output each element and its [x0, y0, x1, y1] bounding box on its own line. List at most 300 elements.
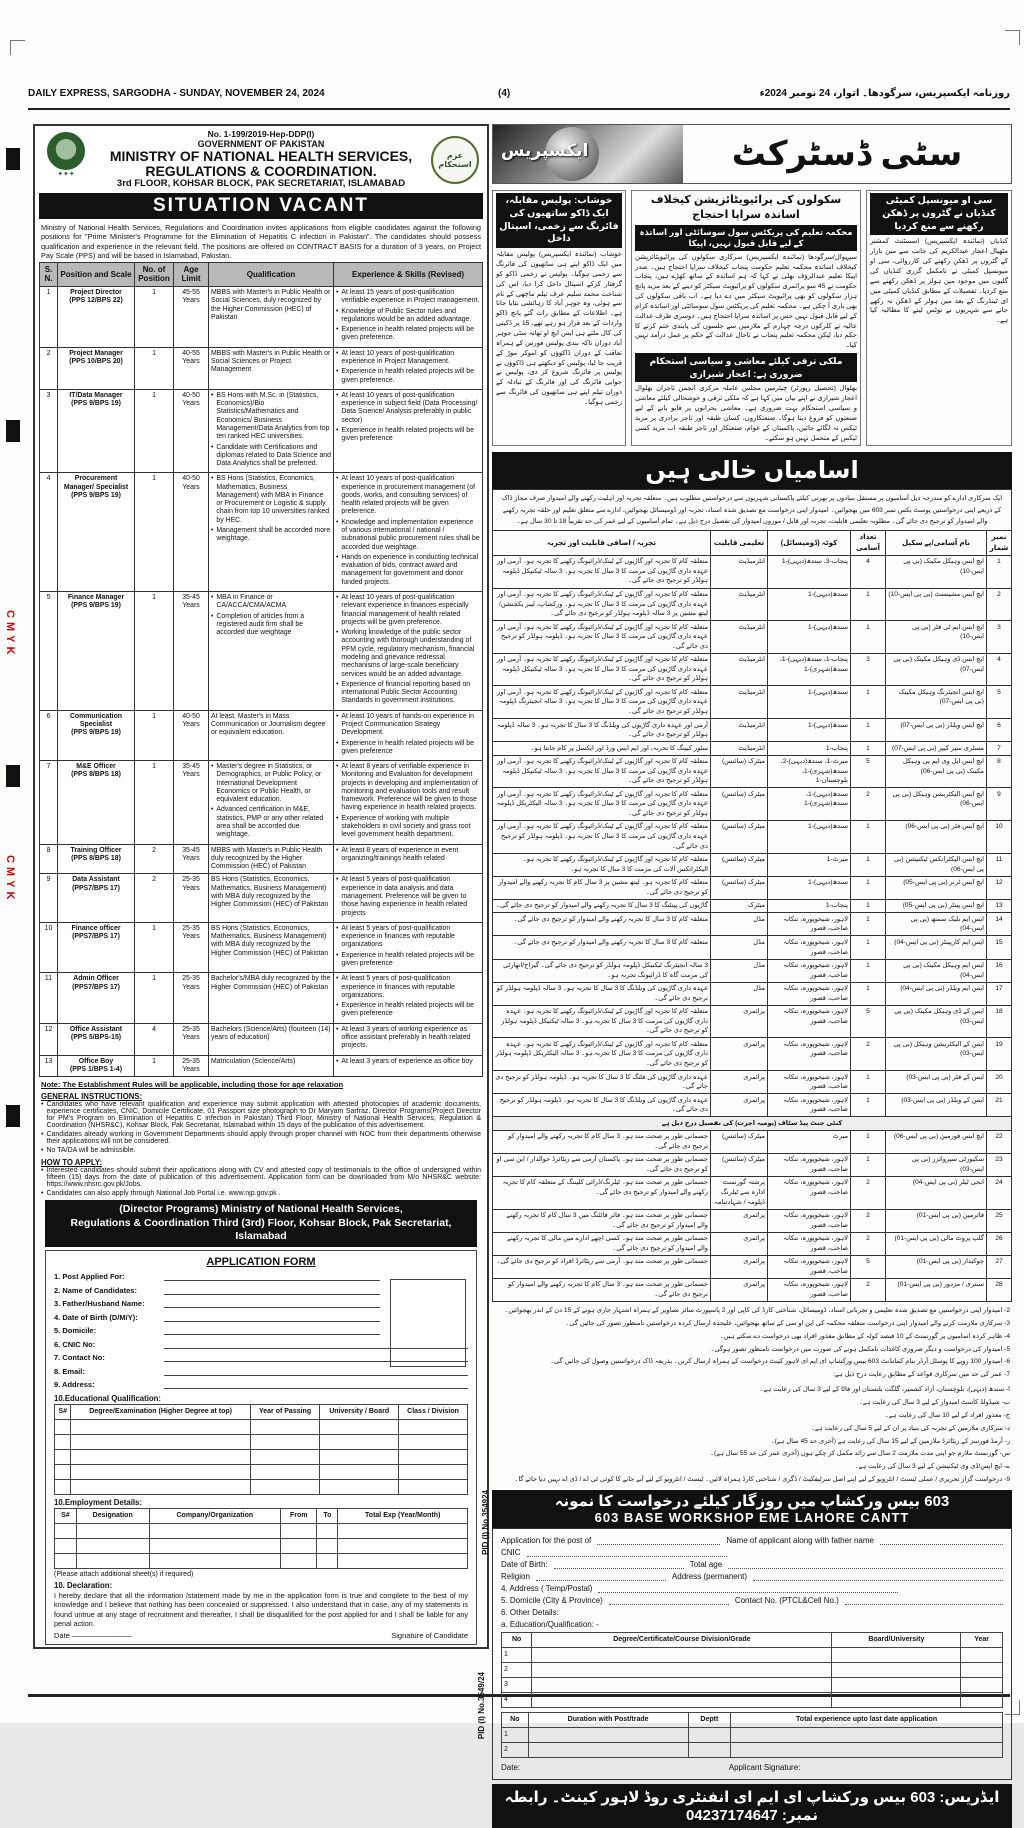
bullet-item: • Experience in health related projects will be given preference: [336, 1002, 480, 1019]
workshop-banner-urdu: 603 بیس ورکشاپ میں روزگار کیلئے درخواست کا نمونہ: [554, 1492, 950, 1510]
bullet-item: • At least 10 years of post-qualification experience in Project Management.: [336, 350, 480, 367]
declaration-title: 10. Declaration:: [54, 1580, 113, 1590]
urdu-job-post: ایس کے ڈی وہیکل مکینک (بی پی ایس-03): [886, 1005, 987, 1038]
blank-row: [502, 1727, 1003, 1742]
reference-number: No. 1-199/2019-Hep-DDP(I): [207, 129, 315, 139]
position-row: [40, 844, 483, 874]
position-age: 35-45 Years: [174, 761, 209, 845]
urdu-note-line: 2- امیدوار اپنی درخواستیں مع تصدیق شدہ تعلیمی و تجرباتی اسناد، ڈومیسائل، شناختی کارڈ کی کاپی اور 2 پاسپورٹ سائز تصاویر کے ہمراہ اشتہار جاری ہونے کے 15 دن کے اندر بھجوائیں۔: [504, 1306, 1010, 1314]
position-title: Project Director: [70, 289, 122, 296]
urdu-job-row: [493, 653, 1012, 686]
table-col-header: Year: [961, 1632, 1003, 1647]
news2-subheadline: محکمہ تعلیم کی پریکٹس سول سوسائٹی اور اساتذہ کے لیے قابل قبول نہیں، اپیکا: [635, 225, 857, 251]
blank-cell: [532, 1662, 832, 1677]
form-field-line: [164, 1286, 380, 1295]
position-experience: [334, 592, 483, 711]
position-row: [40, 761, 483, 845]
blank-cell: [250, 1434, 319, 1449]
blank-row: [502, 1692, 1003, 1707]
urdu-job-domicile: لاہور، شیخوپورہ، ننکانہ صاحب، قصور: [768, 959, 851, 982]
position-qualification: Matriculation (Science/Arts): [209, 1055, 334, 1077]
header-rule: [28, 108, 1010, 110]
position-row: [40, 389, 483, 473]
crop-mark-top-right: [1005, 30, 1020, 45]
employment-table: [54, 1508, 468, 1569]
urdu-job-post: ایچ ایس مشینسٹ (بی پی ایس-10): [886, 588, 987, 621]
urdu-job-post: ایچ ایس الیکٹریشن وہیکل (بی پی ایس-06): [886, 788, 987, 821]
blank-cell: [320, 1449, 399, 1464]
pid-number-left: PID (I) No.354924: [481, 1489, 490, 1555]
urdu-job-post: ایچ ایس ٹرنر (بی پی ایس-05): [886, 876, 987, 899]
blank-cell: [399, 1419, 468, 1434]
urdu-job-number: 13: [987, 899, 1012, 913]
urdu-job-qualification: میٹرک (سائنس): [711, 853, 768, 876]
urdu-job-qualification: پرائمری: [711, 1071, 768, 1094]
urdu-job-row: [493, 1176, 1012, 1209]
form-field-label: 6. CNIC No:: [54, 1339, 96, 1349]
form-field-label: 4. Date of Birth (D/M/Y):: [54, 1312, 138, 1322]
blank-cell: 2: [502, 1662, 532, 1677]
bullet-item: • Experience of financial reporting based on international Public Sector Accounting Standards in government institutions.: [336, 681, 480, 706]
blank-row: [502, 1662, 1003, 1677]
blank-cell: [317, 1553, 338, 1568]
position-experience: [334, 844, 483, 874]
bullet-item: • Experience in health related projects will be given preference.: [336, 326, 480, 343]
blank-cell: [320, 1479, 399, 1494]
position-title: Office Boy: [78, 1057, 114, 1065]
urdu-job-count: 1: [851, 853, 886, 876]
table-col-header: No: [502, 1712, 529, 1727]
bullet-item: • Experience in health related projects will be given preference: [336, 427, 480, 444]
urdu-note-line: 6- امیدوار 100 روپے کا پوسٹل آرڈر بنام کمانڈنٹ 603 بیس ورکشاپ ای ایم ای لاہور کینٹ درخواست کے ہمراہ ارسال کریں۔ بذریعہ ڈاک درخواستیں وصول کی جائیں گی۔: [550, 1358, 1010, 1366]
urdu-job-number: 11: [987, 853, 1012, 876]
urdu-job-count: 1: [851, 1130, 886, 1153]
bullet-item: • BS Hons with M.Sc. in (Statistics, Economics)/Bio Statistics/Mathematics and Economics/ Business Management/Data Analytics from top ten ranked HEC universities.: [211, 392, 331, 442]
news-columns: [492, 190, 1012, 446]
urdu-jobs-table: [492, 530, 1012, 1302]
blank-row: [55, 1538, 468, 1553]
workshop-banner: [492, 1490, 1012, 1528]
urdu-job-experience: عہدہ داری گاڑیوں کی ویلڈنگ کا 3 سال کا تجربہ ہو۔ ڈپلومہ ہولڈر کو ترجیح دی جائے گی۔: [493, 1094, 711, 1117]
position-scale: (PPS 10/BPS 20): [69, 357, 123, 365]
position-count: 2: [135, 844, 174, 874]
position-title: Training Officer: [70, 846, 122, 854]
urdu-job-experience: جسمانی طور پر صحت مند ہو۔ آرمی سے ریٹائرڈ افراد کو ترجیح دی جائے گی۔: [493, 1255, 711, 1278]
black-box-headline: ملکی ترقی کیلئے معاشی و سیاسی استحکام ضروری ہے: اعجاز شیرازی: [635, 353, 857, 382]
urdu-job-qualification: میٹرک (سائنس): [711, 1153, 768, 1176]
table-col-header: No: [502, 1632, 532, 1647]
urdu-job-count: 1: [851, 1094, 886, 1117]
urdu-job-row: [493, 742, 1012, 756]
urdu-job-row: [493, 1255, 1012, 1278]
blank-cell: [399, 1434, 468, 1449]
blank-cell: [399, 1479, 468, 1494]
table-header-row: [55, 1404, 468, 1419]
urdu-job-number: 3: [987, 621, 1012, 654]
urdu-job-number: 10: [987, 820, 1012, 853]
how-to-apply-item: • Candidates can also apply through National Job Portal i.e. www.njp.gov.pk .: [41, 1190, 481, 1197]
urdu-job-number: 22: [987, 1130, 1012, 1153]
bullet-item: • Experience in health related projects will be given preference: [336, 952, 480, 969]
position-experience: [334, 287, 483, 348]
table-col-header: Deptt: [688, 1712, 731, 1727]
wf-education-label: a. Education/Qualification: -: [501, 1619, 599, 1629]
position-scale: (PPS7/BPS 17): [72, 933, 120, 941]
position-sn: 10: [40, 922, 58, 972]
urdu-job-experience: جسمانی طور پر صحت مند ہو۔ فائر فائٹنگ میں 3 سال کام کا تجربہ رکھنے والے امیدوار کو ترجیح دی جائے گی۔: [493, 1209, 711, 1232]
blank-cell: [688, 1727, 731, 1742]
urdu-job-post: ایچ ایس فٹر (بی پی ایس-06): [886, 820, 987, 853]
position-qualification: Bachelor's/MBA duly recognized by the Higher Commission (HEC) of Pakistan: [209, 973, 334, 1023]
positions-col-header: Age Limit: [174, 262, 209, 286]
general-instruction: • No TA/DA will be admissible.: [41, 1147, 481, 1154]
urdu-job-count: 1: [851, 1071, 886, 1094]
urdu-job-qualification: میٹرک (سائنس): [711, 788, 768, 821]
blank-cell: [149, 1523, 281, 1538]
blank-cell: [55, 1523, 77, 1538]
position-qualification: MBBS with Master's in Public Health or Social Sciences or Project Management: [209, 347, 334, 389]
urdu-job-row: [493, 959, 1012, 982]
blank-cell: [399, 1449, 468, 1464]
urdu-job-qualification: میٹرک (سائنس): [711, 876, 768, 899]
position-name: [58, 710, 135, 760]
position-count: 4: [135, 1023, 174, 1055]
blank-cell: [338, 1538, 468, 1553]
age-relaxation-line: ے- ایچ ایس/ڈی وی ٹیکنیشن کے لیے 3 سال کی رعایت ہے۔: [854, 1463, 1010, 1471]
bullet-item: • Experience of working with multiple stakeholders in civil society and grass root level government health department.: [336, 815, 480, 840]
urdu-job-domicile: پنجاب-1، سندھ(دیہی)-1، سندھ(شہری)-1: [768, 653, 851, 686]
urdu-job-post: ایس کے ویلڈر (بی پی ایس-03): [886, 1094, 987, 1117]
bullet-item: • Advanced certification in M&E, statistics, PMP or any other related area shall be accorded due weightage.: [211, 806, 331, 839]
bullet-item: • At least 8 years of verifiable experience in Monitoring and Evaluation for development projects in developing and implementation of monitoring and evaluation tools and result framework. Preference will be given to those having experience in health related projects.: [336, 763, 480, 813]
position-scale: (PPS 8/BPS 18): [71, 771, 121, 779]
wf-domicile-label: 5. Domicile (City & Province): [501, 1595, 603, 1605]
position-title: Admin Officer: [73, 975, 119, 983]
position-age: 40-50 Years: [174, 473, 209, 592]
urdu-job-number: 12: [987, 876, 1012, 899]
urdu-job-experience: متعلقہ کام کا 3 سال کا تجربہ رکھنے والے امیدوار کو ترجیح دی جائے گی۔: [493, 936, 711, 959]
urdu-job-row: [493, 899, 1012, 913]
urdu-job-number: 25: [987, 1209, 1012, 1232]
nhsr-advert-header: [35, 126, 487, 191]
urdu-job-domicile: لاہور، شیخوپورہ، ننکانہ صاحب، قصور: [768, 1094, 851, 1117]
blank-cell: [731, 1727, 1003, 1742]
application-form: [45, 1250, 490, 1645]
news1-body: کنڈیاں (نمائندہ ایکسپریس) اسسٹنٹ کمشنر مٹھیال اعجاز عبدالکریم کی جانب سے مین بازار کے گٹروں پر ڈھکن رکھنے کی کارروائی، سی او میونسپل کمیٹی نے نامکمل گزری کنڈیاں کی گلیوں میں موجود مین ہولز پر ڈھکن رکھنے سے منع کردیا۔ تفصیلات کے مطابق کنڈیاں کمیٹی میں ای ٹینڈرنگ کے بعد مین ہولز کے ڈھکن نہ رکھے جانے سے شہریوں نے نوٹس لینے کا مطالبہ کیا ہے۔: [870, 238, 1008, 325]
wf-cnic-label: CNIC: [501, 1547, 521, 1557]
position-scale: (PPS 9/BPS 19): [71, 491, 121, 499]
urdu-job-domicile: لاہور، شیخوپورہ، ننکانہ صاحب، قصور: [768, 1005, 851, 1038]
urdu-job-row: [493, 1278, 1012, 1301]
position-title: Office Assistant: [69, 1025, 123, 1033]
table-col-header: University / Board: [320, 1404, 399, 1419]
urdu-job-count: 2: [851, 1278, 886, 1301]
general-instructions-title: GENERAL INSTRUCTIONS:: [41, 1092, 143, 1102]
urdu-job-number: 28: [987, 1278, 1012, 1301]
city-district-masthead: [492, 124, 1012, 184]
urdu-job-domicile: لاہور، شیخوپورہ، ننکانہ صاحب، قصور: [768, 1153, 851, 1176]
urdu-job-experience: متعلقہ کام کا تجربہ اور گاڑیوں کے ٹینک/ڈرائیونگ رکھنے کا تجربہ ہو۔ عہدہ داری گاڑیوں کی مرمت کا 3 سال کا تجربہ ہو۔ 3 سالہ ٹیکنیکل ڈپلومہ ہولڈر کو ترجیح دی جائے گی۔: [493, 1005, 711, 1038]
wf-date-label: Date:: [501, 1762, 521, 1772]
situation-vacant-banner: SITUATION VACANT: [39, 193, 483, 219]
pid-number-right: PID (I) No.3549/24: [477, 1671, 486, 1739]
position-name: [58, 844, 135, 874]
position-sn: 7: [40, 761, 58, 845]
urdu-job-count: 1: [851, 876, 886, 899]
urdu-job-qualification: پرائمری: [711, 1255, 768, 1278]
urdu-job-number: 4: [987, 653, 1012, 686]
urdu-job-qualification: میٹرک: [711, 899, 768, 913]
urdu-job-count: 2: [851, 1176, 886, 1209]
position-name: [58, 874, 135, 922]
blank-cell: [688, 1742, 731, 1757]
blank-cell: [250, 1449, 319, 1464]
urdu-job-post: مسٹری سپر کیپر (بی پی ایس-07): [886, 742, 987, 756]
urdu-job-domicile: لاہور، شیخوپورہ، ننکانہ صاحب، قصور: [768, 1278, 851, 1301]
position-scale: (PPS 9/BPS 19): [71, 602, 121, 610]
blank-cell: [832, 1662, 961, 1677]
registration-square: [6, 148, 20, 170]
age-relaxation-line: 9- درخواست گزار تحریری / عملی ٹیسٹ / انٹرویو کے لیے اپنے اصل سرٹیفکیٹ / ڈگری / شناختی کارڈ ہمراہ لائیں۔ ٹیسٹ / انٹرویو کے لیے آنے جانے کا کوئی ٹی اے / ڈی اے نہیں دیا جائے گا۔: [514, 1476, 1010, 1484]
position-qualification: At least, Master's in Mass Communication or Journalism degree or equivalent education.: [209, 710, 334, 760]
general-instructions-list: [35, 1101, 487, 1154]
urdu-job-count: 1: [851, 742, 886, 756]
position-sn: 3: [40, 389, 58, 473]
position-sn: 11: [40, 973, 58, 1023]
position-row: [40, 922, 483, 972]
form-field-label: 7. Contact No:: [54, 1353, 105, 1363]
advert-intro: Ministry of National Health Services, Regulations and Coordination invites applications from eligible candidates against the following positions for "Prime Minister's Programme for the Elimination of Hepatitis C infection in Pakistan". The candidates should possess qualification and experience in the relevant field. The positions are offered on CONTRACT BASIS for a duration of 3 years, on Project Pay Scale (PPS) and will be based in Islamabad, Pakistan.: [41, 223, 481, 260]
position-age: 35-45 Years: [174, 592, 209, 711]
bullet-item: • Master's degree in Statistics, or Demographics, or Public Policy, or International Development Economics or Public Health, or equivalent education.: [211, 763, 331, 804]
urdu-job-experience: جسمانی طور پر صحت مند ہو۔ 3 سال کام کا تجربہ رکھنے والے امیدوار کو ترجیح دی جائے گی۔: [493, 1278, 711, 1301]
how-to-apply-title: HOW TO APPLY:: [41, 1158, 103, 1168]
position-title: M&E Officer: [76, 763, 116, 771]
urdu-job-qualification: میٹرک (سائنس): [711, 755, 768, 788]
education-table: [54, 1404, 468, 1495]
urdu-col-header: کوٹہ (ڈومیسائل): [768, 530, 851, 555]
age-relaxation-line: ا- سندھ (دیہی)، بلوچستان، آزاد کشمیر، گلگت بلتستان اور فاٹا کے لیے 3 سال کی رعایت ہے۔: [759, 1386, 1010, 1394]
urdu-job-row: [493, 686, 1012, 719]
position-count: 1: [135, 473, 174, 592]
form-field-row: [54, 1367, 468, 1376]
black-box-body: بھلوال (تحصیل رپورٹر) چیئرمین مجلس عاملہ مرکزی انجمن تاجران بھلوال اعجاز شیرازی نے اپنے بیان میں کہا ہے کہ ملکی ترقی و خوشحالی کیلئے معاشی و سیاسی استحکام بہت ضروری ہے۔ معاشی بحرانوں پر قابو پانے کے لیے صنعتوں کو فروغ دینا ہوگا۔ صنعتکاروں، کسان طبقہ اور تاجر برادری پر مزید ٹیکس نہ لگائے جائیں، پاکستان کے عوام، صنعتکار اور تاجر طبقہ اب مزید کسی ٹیکس کے متحمل نہیں ہو سکتے۔: [635, 385, 857, 442]
position-count: 2: [135, 874, 174, 922]
urdu-job-count: 1: [851, 1153, 886, 1176]
urdu-job-domicile: پنجاب-3، سندھ(دیہی)-1: [768, 555, 851, 588]
position-count: 1: [135, 761, 174, 845]
signature-label: Signature of Candidate: [391, 1631, 468, 1641]
urdu-job-row: [493, 982, 1012, 1005]
position-age: 35-45 Years: [174, 844, 209, 874]
position-qualification: [209, 473, 334, 592]
blank-cell: [961, 1647, 1003, 1662]
position-row: [40, 473, 483, 592]
urdu-job-domicile: سندھ(دیہی)-1: [768, 820, 851, 853]
position-sn: 1: [40, 287, 58, 348]
bullet-item: • At least 5 years of post-qualification experience in finances with reputable organizations.: [336, 975, 480, 1000]
urdu-col-header: نام آسامی/پے سکیل: [886, 530, 987, 555]
wf-address-temp-label: 4. Address ( Temp/Postal): [501, 1583, 593, 1593]
bullet-item: • At least 10 years of post-qualification relevant experience in finances especially financial management of health related projects will be given preference.: [336, 594, 480, 627]
workshop-address-strip: ایڈریس: 603 بیس ورکشاپ ای ایم ای انفنٹری روڈ لاہور کینٹ۔ رابطہ نمبر: 04237174647: [492, 1784, 1012, 1828]
blank-row: [55, 1553, 468, 1568]
news3-headline: خوشاب: پولیس مقابلہ، ایک ڈاکو ساتھیوں کی فائرنگ سے زخمی، اسپتال داخل: [496, 193, 622, 248]
blank-cell: [71, 1464, 250, 1479]
blank-cell: [71, 1449, 250, 1464]
urdu-job-count: 2: [851, 788, 886, 821]
news-article-schools: [631, 190, 861, 446]
position-count: 1: [135, 922, 174, 972]
urdu-job-post: ایچ ایس پینٹر (بی پی ایس-05): [886, 899, 987, 913]
positions-col-header: S. N.: [40, 262, 58, 286]
blank-cell: [281, 1538, 317, 1553]
urdu-job-domicile: میرٹ-1: [768, 853, 851, 876]
urdu-job-count: 3: [851, 653, 886, 686]
workshop-education-table: [501, 1632, 1003, 1708]
blank-row: [55, 1419, 468, 1434]
attach-note: (Please attach additional sheet(s) if required): [54, 1570, 194, 1578]
urdu-job-post: ایچ ایس الیکٹرانکس ٹیکنیشن (بی پی ایس-06): [886, 853, 987, 876]
bullet-item: • Management shall be accorded more weightage.: [211, 527, 331, 544]
blank-cell: [528, 1727, 688, 1742]
position-age: 45-55 Years: [174, 287, 209, 348]
urdu-job-domicile: لاہور، شیخوپورہ، ننکانہ صاحب، قصور: [768, 1176, 851, 1209]
position-sn: 6: [40, 710, 58, 760]
urdu-job-qualification: پرائمری: [711, 1209, 768, 1232]
blank-cell: 1: [502, 1727, 529, 1742]
table-col-header: Class / Division: [399, 1404, 468, 1419]
employment-details-title: 10.Employment Details:: [54, 1497, 142, 1507]
blank-cell: [55, 1479, 71, 1494]
urdu-job-number: 24: [987, 1176, 1012, 1209]
age-relaxation-line: ر- آرمڈ فورسز کے ریٹائرڈ ملازمین کے لیے 15 سال کی رعایت ہے (آخری حد 45 سال ہے)۔: [770, 1437, 1010, 1445]
table-col-header: Designation: [76, 1508, 149, 1523]
blank-cell: 2: [502, 1742, 529, 1757]
urdu-section-row: [493, 1117, 1012, 1131]
position-qualification: [209, 761, 334, 845]
news3-body: خوشاب (نمائندہ ایکسپریس) پولیس مقابلہ میں ایک ڈاکو اپنے ہی ساتھیوں کی فائرنگ سے زخمی ہوگیا۔ پولیس نے زخمی ڈاکو کو گرفتار کرکے اسپتال داخل کرا دیا، اس کی شناخت محمد سلیم عرف تیلم ماچھی کے نام سے ہوئی، وہ جوہر آباد کا رہائشی بتایا جاتا ہے۔ اطلاعات کے مطابق رات گئے پانچ ڈاکو واردات کے بعد فرار ہو رہے تھے، 15 پر ڈکیتی کی کال ملتے ہی ایس ایچ او تھانہ سٹی جوہر آباد دوران ناکہ بندی پولیس فورس کے ہمراہ تعاقب کے دوران ڈاکوؤں کو اموکر موڑ کے قریب جا لیا، پولیس کو دیکھتے ہی ڈاکوؤں نے پولیس پر فائرنگ شروع کر دی، پولیس نے جوابی فائرنگ کی اور فائرنگ کے تبادلہ کے دوران تیلم اپنے ہی ساتھیوں کی فائرنگ سے زخمی ہوگیا۔: [496, 251, 623, 406]
urdu-job-number: 18: [987, 1005, 1012, 1038]
table-col-header: Duration with Post/trade: [528, 1712, 688, 1727]
urdu-job-row: [493, 1209, 1012, 1232]
workshop-experience-table: [501, 1712, 1003, 1758]
blank-cell: [832, 1677, 961, 1692]
position-title: Finance Manager: [67, 594, 125, 601]
date-label: Date ————————: [54, 1631, 132, 1641]
position-scale: (PPS7/BPS 17): [72, 983, 120, 991]
blank-cell: [731, 1742, 1003, 1757]
position-row: [40, 1023, 483, 1055]
positions-table-header: [40, 262, 483, 286]
blank-cell: [71, 1419, 250, 1434]
urdu-job-experience: سٹور کیپنگ کا تجربہ، اور ایم ایس ورڈ اور ایکسل پر کام جانتا ہو۔: [493, 742, 711, 756]
urdu-job-row: [493, 1005, 1012, 1038]
position-qualification: MBBS with Master's in Public Health or Social Sciences, duly recognized by the Higher Commission (HEC) of Pakistan: [209, 287, 334, 348]
urdu-job-domicile: لاہور، شیخوپورہ، ننکانہ صاحب، قصور: [768, 1071, 851, 1094]
blank-cell: [961, 1662, 1003, 1677]
urdu-job-experience: متعلقہ کام کا تجربہ ہو۔ لیتھ مشین پر 3 سال کام کا تجربہ رکھنے والے امیدوار کو ترجیح دی جائے گی۔: [493, 876, 711, 899]
urdu-job-row: [493, 913, 1012, 936]
urdu-job-domicile: لاہور، شیخوپورہ، ننکانہ صاحب، قصور: [768, 1255, 851, 1278]
blank-cell: [250, 1464, 319, 1479]
urdu-job-count: 5: [851, 755, 886, 788]
blank-cell: 1: [502, 1647, 532, 1662]
urdu-job-qualification: پرائمری: [711, 1094, 768, 1117]
urdu-job-experience: متعلقہ کام کا تجربہ اور گاڑیوں کے ٹینک/ڈرائیونگ رکھنے کا تجربہ ہو۔ آرمی اور عہدہ داری گاڑیوں کی مرمت کا 3 سال کا تجربہ ہو۔ 3 سالہ ٹیکنیکل ڈپلومہ ہولڈر کو ترجیح دی جائے گی۔: [493, 555, 711, 588]
blank-cell: [55, 1553, 77, 1568]
age-relaxation-line: ب- شیڈولڈ کاسٹ امیدوار کے لیے 3 سال کی رعایت ہے۔: [858, 1398, 1010, 1406]
form-field-line: [164, 1367, 468, 1376]
bullet-item: • Completion of articles from a registered audit firm shall be accorded due weightage: [211, 613, 331, 638]
registration-square: [6, 765, 20, 787]
bullet-item: • Hands on experience in conducting technical evaluation of bids, contract award and management for government and donor funded projects.: [336, 554, 480, 587]
positions-col-header: Position and Scale: [58, 262, 135, 286]
urdu-job-domicile: سندھ(دیہی)-1: [768, 588, 851, 621]
position-experience: [334, 922, 483, 972]
form-field-line: [164, 1326, 380, 1335]
position-title: Project Manager: [69, 349, 123, 357]
position-row: [40, 874, 483, 922]
urdu-job-post: ایس ایم وہیکل مکینک (بی پی ایس-04): [886, 959, 987, 982]
position-scale: (PPS 9/BPS 19): [71, 400, 121, 408]
azm-istehkam-logo-icon: عزم استحکام: [431, 136, 479, 184]
blank-cell: [76, 1523, 149, 1538]
urdu-job-count: 1: [851, 913, 886, 936]
urdu-job-domicile: سندھ(دیہی)-1: [768, 686, 851, 719]
position-name: [58, 347, 135, 389]
wf-address-perm-label: Address (permanent): [671, 1571, 748, 1581]
form-field-label: 5. Domicile:: [54, 1326, 97, 1336]
photo-box: [390, 1279, 466, 1367]
position-sn: 13: [40, 1055, 58, 1077]
urdu-job-number: 16: [987, 959, 1012, 982]
blank-cell: [149, 1538, 281, 1553]
position-row: [40, 973, 483, 1023]
urdu-job-post: ایس کے فٹر (بی پی ایس-03): [886, 1071, 987, 1094]
urdu-job-number: 27: [987, 1255, 1012, 1278]
urdu-job-row: [493, 1038, 1012, 1071]
position-qualification: Bachelors (Science/Arts) (fourteen (14) years of education): [209, 1023, 334, 1055]
blank-cell: [281, 1553, 317, 1568]
urdu-job-row: [493, 936, 1012, 959]
urdu-job-experience: متعلقہ کام کا تجربہ اور گاڑیوں کے ٹینک/ڈرائیونگ رکھنے کا تجربہ ہو۔ آرمی اور عہدہ داری گاڑیوں کی مرمت کا 3 سال کا تجربہ ہو۔ ڈپلومہ ہولڈر کو ترجیح دی جائے گی۔: [493, 820, 711, 853]
urdu-job-qualification: مڈل: [711, 959, 768, 982]
position-sn: 4: [40, 473, 58, 592]
urdu-job-count: 2: [851, 1038, 886, 1071]
position-qualification: BS Hons (Statistics, Economics, Mathematics, Business Management) with MBA duly recognized by the Higher Commission (HEC) of Pakistan: [209, 922, 334, 972]
urdu-job-experience: متعلقہ کام کا 3 سال کا تجربہ رکھنے والے امیدوار کو ترجیح دی جائے گی۔: [493, 913, 711, 936]
form-field-label: 9. Address:: [54, 1380, 95, 1390]
position-title: Finance officer: [71, 924, 121, 932]
bullet-item: • At least 5 years of post-qualification experience in finances with reputable organizations: [336, 925, 480, 950]
bullet-item: • Knowledge of Public Sector rules and regulations would be an added advantage.: [336, 308, 480, 325]
urdu-job-row: [493, 1130, 1012, 1153]
blank-cell: [250, 1419, 319, 1434]
urdu-job-qualification: انٹرمیڈیٹ: [711, 742, 768, 756]
blank-row: [502, 1677, 1003, 1692]
position-experience: [334, 973, 483, 1023]
urdu-job-experience: عہدہ داری گاڑیوں کی ویلڈنگ کا 3 سال کا تجربہ ہو۔ 3 سالہ ڈپلومہ ہولڈر کو ترجیح دی جائے گی۔: [493, 982, 711, 1005]
urdu-col-header: نمبر شمار: [987, 530, 1012, 555]
wf-signature-label: Applicant Signature:: [728, 1762, 801, 1772]
pakistan-emblem-icon: ✦✦✦: [43, 132, 89, 184]
position-name: [58, 761, 135, 845]
table-col-header: Year of Passing: [250, 1404, 319, 1419]
vacancies-intro: ایک سرکاری ادارے کو مندرجہ ذیل آسامیوں پر مستقل بنیادوں پر بھرتی کیلئے پاکستانی شہریوں سے درخواستیں مطلوب ہیں۔ متعلقہ تجربہ اور اہلیت رکھنے والے امیدوار صرف مجاز ڈاک کے ذریعے اپنی درخواستیں پوسٹ بکس نمبر 603 میں بھجوائیں۔ امیدوار اپنی درخواست مع تصدیق شدہ اسناد، تجربہ اور ڈومیسائل بھجوائیں، ادارے سے متعلق تعلیم اور حلقہ تجربہ رکھنے والے امیدوار کو ترجیح دی جائے گی۔ مطلوبہ تعلیمی قابلیت، تجربہ اور قابل / موزوں امیدوار کی تفصیل درج ذیل ہے۔ تمام آسامیوں کے لیے عمر کی حد تقریباً 18 تا 30 سال ہے۔: [492, 489, 1012, 530]
urdu-job-post: ایچ ایس فورمین (بی پی ایس-06): [886, 1130, 987, 1153]
positions-col-header: Experience & Skills (Revised): [334, 262, 483, 286]
